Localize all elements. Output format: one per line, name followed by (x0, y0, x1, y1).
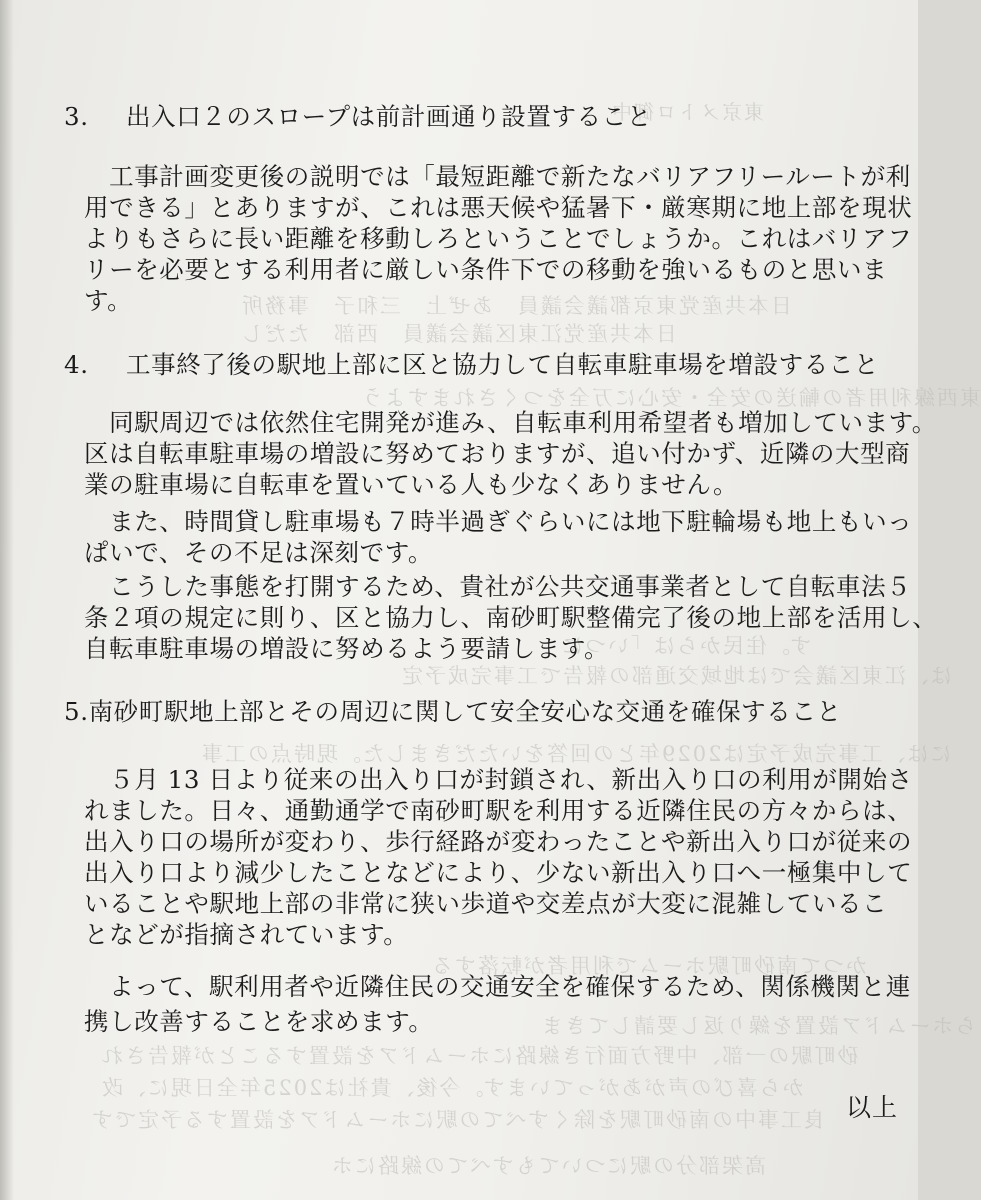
paragraph-line: 携し改善することを求めます。 (84, 1007, 434, 1036)
paragraph-line: よって、駅利用者や近隣住民の交通安全を確保するため、関係機関と連 (84, 972, 911, 1001)
paragraph-line: ５月 13 日より従来の出入り口が封鎖され、新出入り口の利用が開始さ (84, 765, 913, 794)
bleed-through-text: す。住民からは「いつに (560, 634, 812, 658)
paragraph-line: 同駅周辺では依然住宅開発が進み、自転車利用希望者も増加しています。 (84, 408, 937, 437)
paragraph-line: いることや駅地上部の非常に狭い歩道や交差点が大変に混雑しているこ (84, 889, 888, 918)
paragraph-line: リーを必要とする利用者に厳しい条件下での移動を強いるものと思いま (84, 255, 888, 284)
paragraph-line: 業の駐車場に自転車を置いている人も少なくありません。 (84, 470, 739, 499)
paragraph-line: また、時間貸し駐車場も７時半過ぎぐらいには地下駐輪場も地上もいっ (84, 507, 913, 536)
paragraph-line: よりもさらに長い距離を移動しろということでしょうか。これはバリアフ (84, 224, 913, 253)
bleed-through-text: 高架部分の駅についてもすべての線路にホ (330, 1154, 767, 1178)
bleed-through-text: 日本共産党江東区議会議員 西部 ただし (240, 322, 677, 346)
bleed-through-text: らホームドア設置を繰り返し要請してきま (540, 1014, 977, 1038)
closing-text: 以上 (845, 1093, 898, 1122)
paragraph-line: 工事計画変更後の説明では「最短距離で新たなバリアフリールートが利 (84, 162, 911, 191)
paragraph-line: 出入り口の場所が変わり、歩行経路が変わったことや新出入り口が従来の (84, 827, 913, 856)
paragraph-line: れました。日々、通勤通学で南砂町駅を利用する近隣住民の方々からは、 (84, 796, 913, 825)
section-title: 南砂町駅地上部とその周辺に関して安全安心な交通を確保すること (88, 697, 842, 726)
bleed-through-text: は、江東区議会では地域交通部の報告で工事完成予定 (400, 664, 952, 688)
paragraph-line: ぱいで、その不足は深刻です。 (84, 538, 433, 567)
section-heading-5 (64, 693, 842, 728)
bleed-through-text: 砂町駅の一部、中野方面行き線路にホームドアを設置することが報告され (100, 1044, 859, 1068)
paragraph-line: こうした事態を打開するため、貴社が公共交通事業者として自転車法５ (84, 572, 912, 601)
section-number: 3. (64, 102, 89, 131)
paragraph-line: 用できる」とありますが、これは悪天候や猛暑下・厳寒期に地上部を現状 (84, 193, 913, 222)
bleed-through-text: から喜びの声があがっています。今後、貴社は2025年全日現に、改 (100, 1076, 804, 1100)
bleed-through-text: 良工事中の南砂町駅を除くすべての駅にホームドアを設置する予定です (90, 1108, 825, 1132)
bleed-through-text: 日本共産党東京都議会議員 あぜ上 三和子 事務所 (240, 294, 792, 318)
paragraph-line: 自転車駐車場の増設に努めるよう要請します。 (84, 634, 610, 663)
bleed-through-text: には、工事完成予定は2029年との回答をいただきました。現時点の工事 (200, 742, 952, 766)
paragraph-line: となどが指摘されています。 (84, 920, 409, 949)
paragraph-line: 区は自転車駐車場の増設に努めておりますが、追い付かず、近隣の大型商 (84, 439, 911, 468)
bleed-through-text: 東西線利用者の輸送の安全・安心に万全をつくされますよう (360, 386, 981, 410)
paragraph-line: 条２項の規定に則り、区と協力し、南砂町駅整備完了後の地上部を活用し、 (84, 603, 938, 632)
section-heading-4 (64, 346, 879, 381)
paragraph-line: 出入り口より減少したことなどにより、少ない新出入り口へ一極集中して (84, 858, 913, 887)
section-title: 出入口２のスロープは前計画通り設置すること (126, 102, 652, 131)
section-number: 5. (64, 697, 89, 726)
bleed-through-text: 東京メトロ御中 (610, 100, 764, 124)
paragraph-line: す。 (84, 286, 133, 315)
section-number: 4. (64, 350, 89, 379)
section-title: 工事終了後の駅地上部に区と協力して自転車駐車場を増設すること (126, 350, 879, 379)
section-heading-3 (64, 98, 652, 133)
page-edge-shadow (0, 0, 14, 1200)
bleed-through-text: かつて南砂町駅ホームで利用者が転落する (430, 954, 867, 978)
